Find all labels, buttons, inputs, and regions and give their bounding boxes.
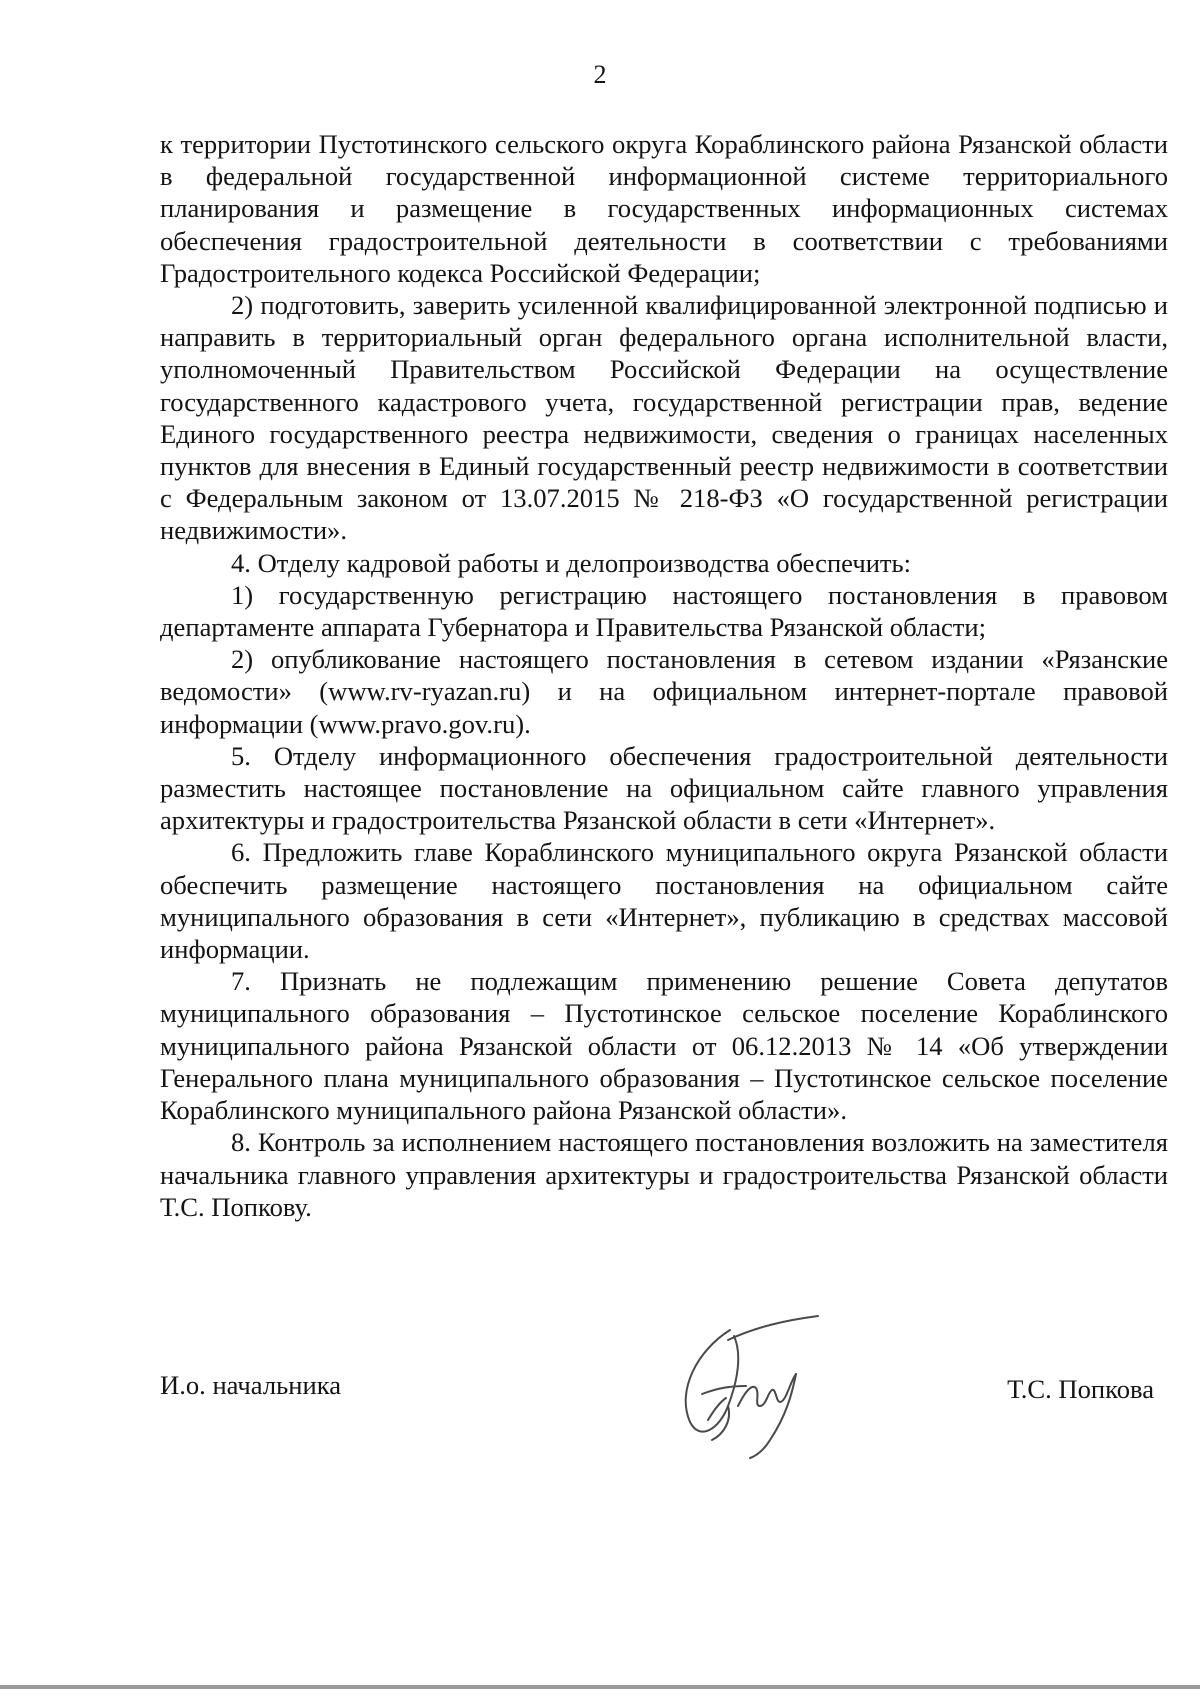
signatory-name: Т.С. Попкова: [1007, 1374, 1154, 1404]
signature-block: [160, 1370, 1168, 1410]
paragraph-continuation: к территории Пустотинского сельского округа Кораблинского района Рязанской области в федеральной государственной информационной системе территориального планирования и размещение в государственных информационных системах обеспечения градостроительной деятельности в соответствии с требованиями Градостроительного кодекса Российской Федерации;: [160, 129, 1168, 288]
paragraph-item-8: 8. Контроль за исполнением настоящего постановления возложить на заместителя начальника главного управления архитектуры и градостроительства Рязанской области Т.С. Попкову.: [160, 1127, 1168, 1222]
page-number: 2: [593, 60, 607, 89]
document-body: [160, 128, 1168, 1223]
paragraph-item-4: 4. Отделу кадровой работы и делопроизводства обеспечить:: [231, 547, 912, 578]
paragraph-item-5: 5. Отделу информационного обеспечения градостроительной деятельности разместить настоящее постановление на официальном сайте главного управления архитектуры и градостроительства Рязанской области в сети «Интернет».: [160, 740, 1168, 836]
page-bottom-line: [0, 1685, 1200, 1689]
paragraph-item-3-2: 2) подготовить, заверить усиленной квалифицированной электронной подписью и направить в территориальный орган федерального органа исполнительной власти, уполномоченный Правительством Российской Федерации на осуществление государственного кадастрового учета, государственной регистрации прав, ведение Единого государственного реестра недвижимости, сведения о границах населенных пунктов для внесения в Единый государственный реестр недвижимости в соответствии с Федеральным законом от 13.07.2015 № 218-ФЗ «О государственной регистрации недвижимости».: [160, 290, 1168, 546]
paragraph-item-7: 7. Признать не подлежащим применению решение Совета депутатов муниципального образования – Пустотинское сельское поселение Кораблинского муниципального района Рязанской области от 06.12.2013 № 14 «Об утверждении Генерального плана муниципального образования – Пустотинское сельское поселение Кораблинского муниципального района Рязанской области».: [160, 966, 1168, 1126]
paragraph-item-6: 6. Предложить главе Кораблинского муниципального округа Рязанской области обеспечить размещение настоящего постановления на официальном сайте муниципального образования в сети «Интернет», публикацию в средствах массовой информации.: [160, 837, 1168, 965]
signatory-position: И.о. начальника: [160, 1370, 342, 1400]
paragraph-item-4-2: 2) опубликование настоящего постановления в сетевом издании «Рязанские ведомости» (www.rv-ryazan.ru) и на официальном интернет-портале правовой информации (www.pravo.gov.ru).: [160, 644, 1168, 739]
paragraph-item-4-1: 1) государственную регистрацию настоящего постановления в правовом департаменте аппарата Губернатора и Правительства Рязанской области;: [160, 579, 1168, 643]
